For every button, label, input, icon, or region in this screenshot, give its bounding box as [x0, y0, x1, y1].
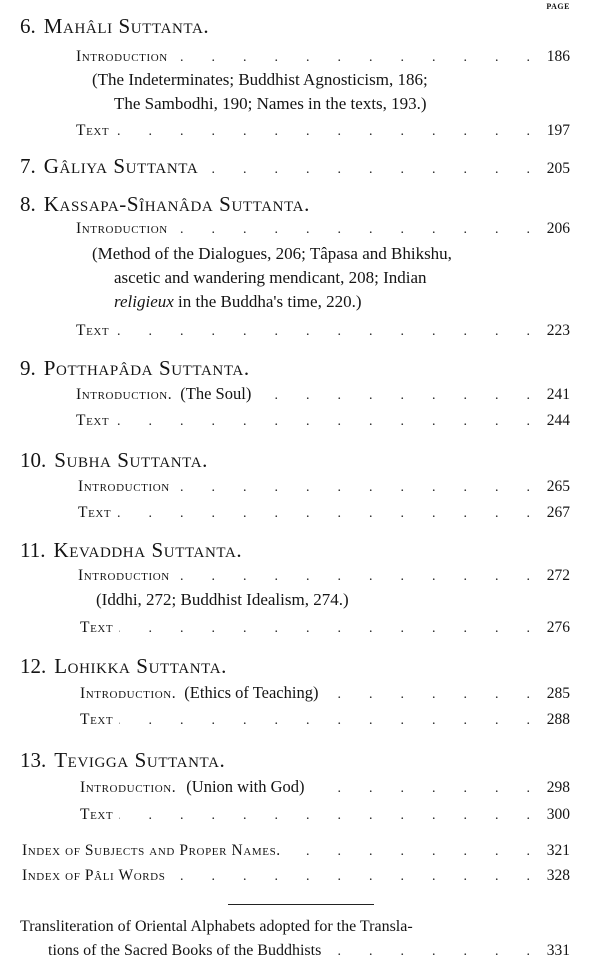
- page-number: 321: [546, 842, 570, 859]
- section-7-heading: [0, 154, 600, 179]
- section-title: Lohikka Suttanta.: [54, 654, 228, 678]
- dot-leader: [311, 781, 530, 797]
- section-8-note-3: in the Buddha's time, 220.): [178, 292, 362, 311]
- section-6-intro: [0, 48, 600, 66]
- section-number: 7.: [20, 154, 36, 178]
- section-number: 11.: [20, 538, 46, 562]
- divider-rule: [228, 904, 374, 905]
- dot-leader: [287, 844, 530, 860]
- section-number: 8.: [20, 192, 36, 216]
- dot-leader: [327, 944, 530, 960]
- transliteration-continuation: tions of the Sacred Books of the Buddhists: [48, 942, 322, 959]
- intro-label: Introduction: [76, 220, 168, 237]
- dot-leader: [176, 480, 530, 496]
- index-subjects: [0, 842, 600, 860]
- dot-leader: [257, 388, 530, 404]
- section-8-note-2: ascetic and wandering mendicant, 208; Indian: [114, 268, 427, 287]
- page-number: 186: [546, 48, 570, 65]
- page-number: 241: [546, 386, 570, 403]
- page-number: 267: [546, 504, 570, 521]
- index-label: Index of Pâli Words: [22, 867, 166, 884]
- section-6-heading: [0, 14, 600, 39]
- dot-leader: [119, 621, 530, 637]
- section-11-intro: [0, 567, 600, 585]
- section-number: 13.: [20, 748, 47, 772]
- section-6-note-2: The Sambodhi, 190; Names in the texts, 193.): [114, 94, 427, 113]
- section-6-text: [0, 122, 600, 140]
- section-9-intro: [0, 384, 600, 404]
- section-8-heading: [0, 192, 600, 217]
- intro-label: Introduction.: [76, 386, 173, 403]
- dot-leader: [174, 50, 530, 66]
- intro-label: Introduction: [78, 567, 170, 584]
- page-number: 272: [546, 567, 570, 584]
- section-8-text: [0, 322, 600, 340]
- page-number: 265: [546, 478, 570, 495]
- page-number: 276: [546, 619, 570, 636]
- transliteration-line-1: Transliteration of Oriental Alphabets adopted for the Transla-: [20, 918, 413, 935]
- section-title: Potthapâda Suttanta.: [43, 356, 250, 380]
- section-10-text: [0, 504, 600, 522]
- page-number: 206: [546, 220, 570, 237]
- page-number: 205: [546, 160, 570, 177]
- text-label: Text: [76, 122, 110, 139]
- section-title: Kevaddha Suttanta.: [53, 538, 243, 562]
- page-number: 300: [546, 806, 570, 823]
- section-number: 10.: [20, 448, 47, 472]
- dot-leader: [204, 162, 530, 178]
- intro-label: Introduction: [76, 48, 168, 65]
- text-label: Text: [76, 412, 110, 429]
- text-label: Text: [80, 806, 114, 823]
- page-number: 331: [546, 942, 570, 959]
- section-title: Subha Suttanta.: [54, 448, 209, 472]
- dot-leader: [324, 687, 530, 703]
- page-number: 328: [546, 867, 570, 884]
- text-label: Text: [76, 322, 110, 339]
- index-pali-words: [0, 867, 600, 885]
- dot-leader: [174, 222, 530, 238]
- section-12-intro: [0, 683, 600, 703]
- section-number: 9.: [20, 356, 36, 380]
- intro-label: Introduction.: [80, 685, 177, 702]
- page-column-label: PAGE: [546, 2, 570, 11]
- section-13-intro: [0, 777, 600, 797]
- dot-leader: [119, 808, 530, 824]
- page-number: 285: [546, 685, 570, 702]
- section-11-note-1: (Iddhi, 272; Buddhist Idealism, 274.): [96, 590, 349, 609]
- transliteration-line-2: [0, 942, 600, 960]
- italic-term: religieux: [114, 292, 174, 311]
- section-title: Kassapa-Sîhanâda Suttanta.: [43, 192, 310, 216]
- intro-label: Introduction.: [80, 779, 177, 796]
- section-8-note-3-line: [114, 290, 361, 314]
- section-13-heading: [0, 748, 600, 773]
- section-title: Tevigga Suttanta.: [54, 748, 226, 772]
- page-number: 244: [546, 412, 570, 429]
- page-number: 197: [546, 122, 570, 139]
- dot-leader: [115, 124, 530, 140]
- text-label: Text: [80, 619, 114, 636]
- dot-leader: [115, 414, 530, 430]
- intro-subject: (Ethics of Teaching): [184, 683, 319, 702]
- dot-leader: [171, 869, 530, 885]
- section-8-intro: [0, 220, 600, 238]
- text-label: Text: [78, 504, 112, 521]
- section-8-note-1: (Method of the Dialogues, 206; Tâpasa and Bhikshu,: [92, 244, 452, 263]
- text-label: Text: [80, 711, 114, 728]
- dot-leader: [176, 569, 530, 585]
- section-number: 12.: [20, 654, 47, 678]
- page-number: 298: [546, 779, 570, 796]
- section-9-heading: [0, 356, 600, 381]
- index-label: Index of Subjects and Proper Names.: [22, 842, 281, 859]
- section-title: Mahâli Suttanta.: [43, 14, 210, 38]
- section-9-text: [0, 412, 600, 430]
- section-13-text: [0, 806, 600, 824]
- section-11-heading: [0, 538, 600, 563]
- section-6-note-1: (The Indeterminates; Buddhist Agnosticism, 186;: [92, 70, 428, 89]
- section-11-text: [0, 619, 600, 637]
- section-title: Gâliya Suttanta: [43, 154, 199, 178]
- section-number: 6.: [20, 14, 36, 38]
- section-10-heading: [0, 448, 600, 473]
- dot-leader: [119, 713, 530, 729]
- page-number: 288: [546, 711, 570, 728]
- section-10-intro: [0, 478, 600, 496]
- section-12-text: [0, 711, 600, 729]
- intro-subject: (The Soul): [180, 384, 252, 403]
- intro-subject: (Union with God): [186, 777, 305, 796]
- dot-leader: [117, 506, 530, 522]
- intro-label: Introduction: [78, 478, 170, 495]
- page-number: 223: [546, 322, 570, 339]
- section-12-heading: [0, 654, 600, 679]
- dot-leader: [115, 324, 530, 340]
